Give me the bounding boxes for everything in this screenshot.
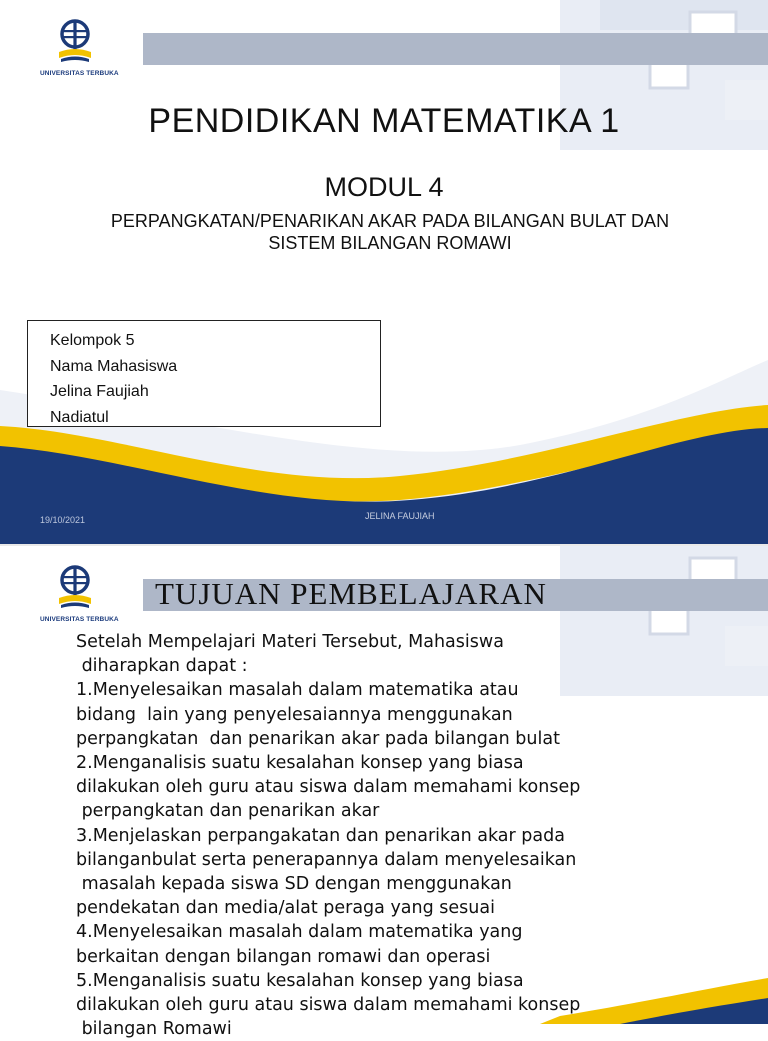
- slide-title: PENDIDIKAN MATEMATIKA 1: [148, 102, 620, 140]
- learning-objectives-text: [76, 630, 676, 1041]
- objective-line: masalah kepada siswa SD dengan menggunakan: [76, 874, 512, 895]
- logo-text: UNIVERSITAS TERBUKA: [40, 616, 119, 623]
- student-name: Nadiatul: [50, 408, 109, 426]
- objective-line: perpangkatan dan penarikan akar pada bilangan bulat: [76, 728, 560, 749]
- objective-line: 5.Menganalisis suatu kesalahan konsep yang biasa: [76, 970, 524, 991]
- university-logo: [40, 564, 119, 623]
- subtitle-line-1: PERPANGKATAN/PENARIKAN AKAR PADA BILANGAN BULAT DAN: [110, 211, 670, 231]
- logo-text: UNIVERSITAS TERBUKA: [40, 70, 119, 77]
- objective-line: dilakukan oleh guru atau siswa dalam memahami konsep: [76, 777, 581, 798]
- objective-line: 4.Menyelesaikan masalah dalam matematika yang: [76, 922, 523, 943]
- objective-line: 2.Menganalisis suatu kesalahan konsep yang biasa: [76, 753, 524, 774]
- objective-line: diharapkan dapat :: [76, 656, 248, 677]
- footer-date: 19/10/2021: [40, 515, 86, 525]
- group-info-box: [27, 320, 381, 427]
- objective-line: 3.Menjelaskan perpangakatan dan penarikan akar pada: [76, 825, 565, 846]
- module-heading: MODUL 4: [324, 172, 444, 202]
- slide-2: [0, 546, 768, 1040]
- slide-title: TUJUAN PEMBELAJARAN: [155, 576, 547, 611]
- group-label: Kelompok 5: [50, 332, 135, 349]
- objective-line: 1.Menyelesaikan masalah dalam matematika atau: [76, 680, 519, 701]
- student-name-heading: Nama Mahasiswa: [50, 357, 178, 375]
- objective-line: bidang lain yang penyelesaiannya menggunakan: [76, 704, 513, 725]
- footer-author: JELINA FAUJIAH: [365, 511, 435, 521]
- subtitle-line-2: SISTEM BILANGAN ROMAWI: [268, 233, 512, 253]
- objective-line: perpangkatan dan penarikan akar: [76, 801, 380, 822]
- objective-line: bilanganbulat serta penerapannya dalam menyelesaikan: [76, 849, 577, 870]
- university-emblem-icon: [55, 564, 95, 614]
- student-name: Jelina Faujiah: [50, 383, 149, 400]
- objective-line: Setelah Mempelajari Materi Tersebut, Mahasiswa: [76, 632, 504, 652]
- objective-line: dilakukan oleh guru atau siswa dalam memahami konsep: [76, 995, 581, 1016]
- university-emblem-icon: [55, 18, 95, 68]
- university-logo: [40, 18, 119, 77]
- objective-line: pendekatan dan media/alat peraga yang sesuai: [76, 898, 495, 919]
- objective-line: berkaitan dengan bilangan romawi dan operasi: [76, 946, 491, 967]
- objective-line: bilangan Romawi: [76, 1019, 232, 1040]
- module-subtitle: [90, 210, 690, 254]
